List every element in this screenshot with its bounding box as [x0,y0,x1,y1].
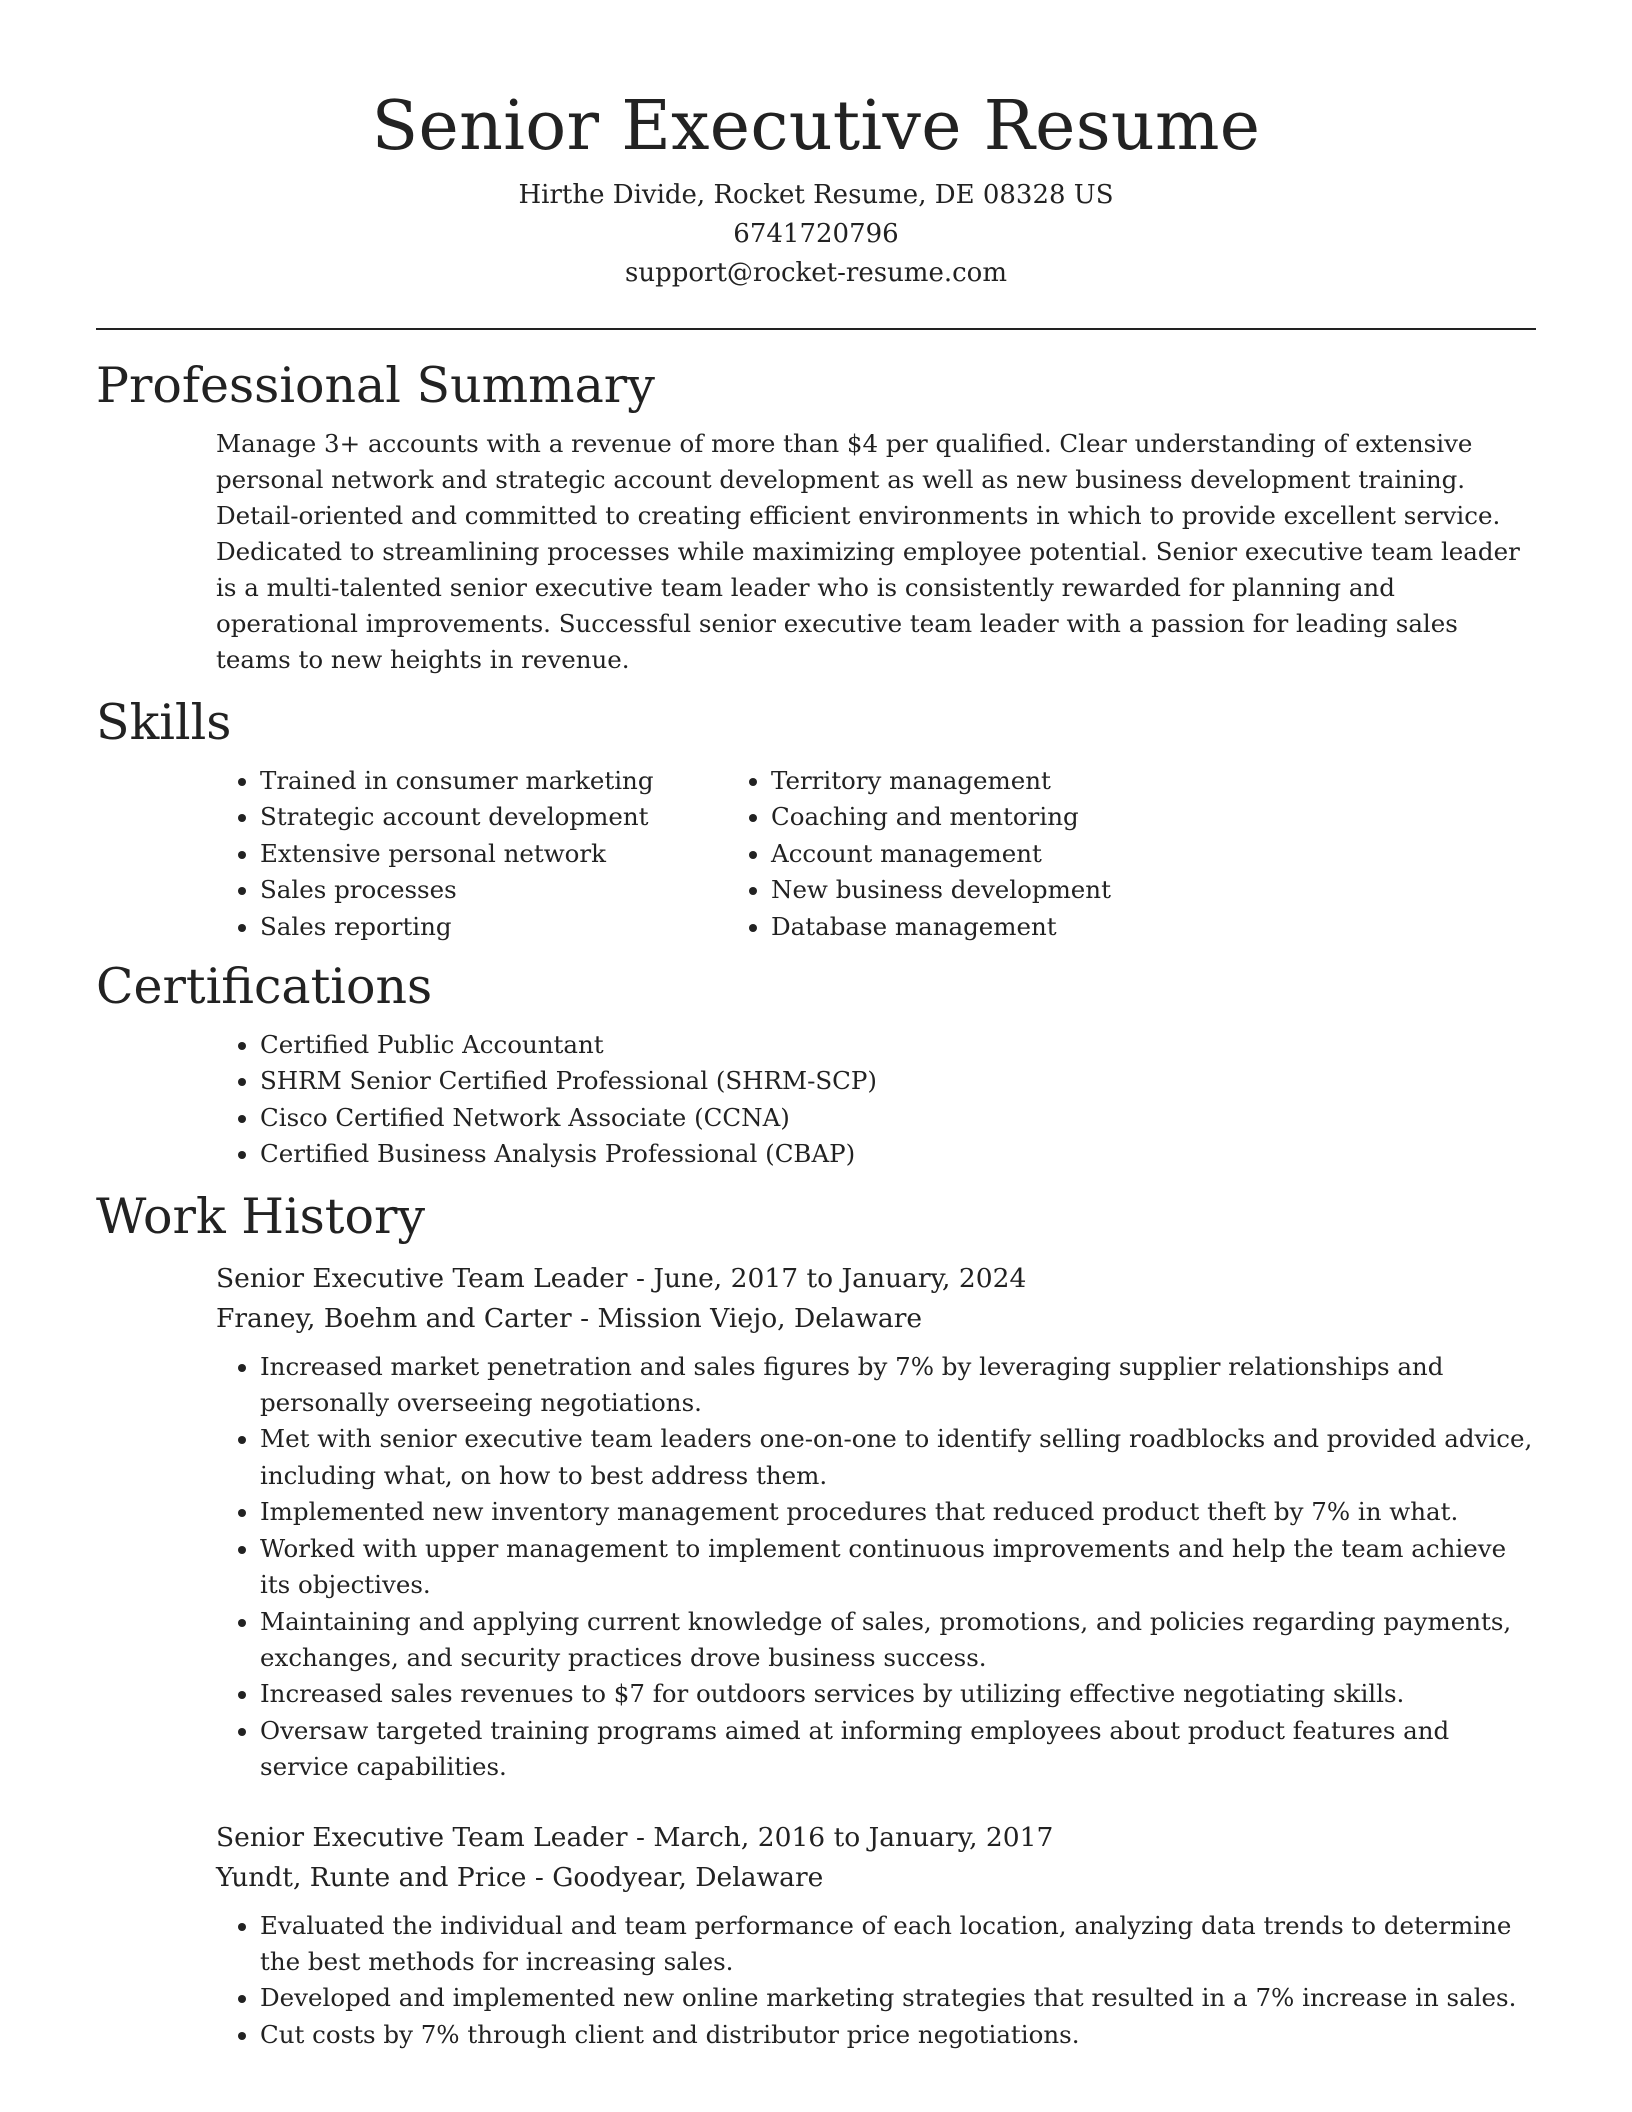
job-entry [216,1259,1536,1786]
summary-section [96,356,1536,678]
email-text: support@rocket-resume.com [624,258,1007,288]
job-bullet: • Cut costs by 7% through client and distributor price negotiations. [260,2017,1536,2053]
job-location: - Goodyear, Delaware [526,1861,824,1893]
job-bullets [216,1349,1536,1786]
job-company: Yundt, Runte and Price [216,1861,527,1893]
job-title: Senior Executive Team Leader [216,1821,628,1853]
resume-page [96,0,1536,2053]
skill-item: • Trained in consumer marketing [260,763,746,799]
job-title-line [216,1818,1536,1858]
job-dates: - March, 2016 to January, 2017 [627,1821,1054,1853]
job-bullet: • Increased sales revenues to $7 for outdoors services by utilizing effective negotiating skills. [260,1676,1536,1712]
job-bullet: • Implemented new inventory management procedures that reduced product theft by 7% in what. [260,1494,1536,1530]
job-bullet: • Met with senior executive team leaders one-on-one to identify selling roadblocks and provided advice, including what, on how to best address them. [260,1421,1536,1494]
skill-item: • Coaching and mentoring [771,799,1396,835]
job-company: Franey, Boehm and Carter [216,1302,572,1334]
certification-item: • Certified Public Accountant [260,1027,1536,1063]
skills-column-right [746,763,1396,945]
phone-text: 6741720796 [733,219,899,249]
job-company-line [216,1858,1536,1898]
certification-item: • SHRM Senior Certified Professional (SHRM-SCP) [260,1063,1536,1099]
certification-item: • Certified Business Analysis Professional (CBAP) [260,1136,1536,1172]
job-bullet: • Developed and implemented new online marketing strategies that resulted in a 7% increase in sales. [260,1980,1536,2016]
certifications-section [96,957,1536,1173]
skills-list-left [96,763,746,945]
job-bullet: • Evaluated the individual and team performance of each location, analyzing data trends to determine the best methods for increasing sales. [260,1908,1536,1981]
resume-title: Senior Executive Resume [371,87,1261,166]
skills-column-left [96,763,746,945]
job-company-line [216,1299,1536,1339]
job-title: Senior Executive Team Leader [216,1262,628,1294]
skills-list-right [746,763,1396,945]
skill-item: • Extensive personal network [260,836,746,872]
resume-header [96,0,1536,293]
job-bullet: • Worked with upper management to implement continuous improvements and help the team achieve its objectives. [260,1531,1536,1604]
address-text: Hirthe Divide, Rocket Resume, DE 08328 US [518,180,1114,210]
job-entry [216,1818,1536,2054]
skill-item: • Database management [771,909,1396,945]
skills-columns [96,763,1536,945]
skill-item: • Account management [771,836,1396,872]
job-bullets [216,1908,1536,2054]
skill-item: • Sales reporting [260,909,746,945]
skill-item: • Territory management [771,763,1396,799]
job-dates: - June, 2017 to January, 2024 [627,1262,1027,1294]
job-title-line [216,1259,1536,1299]
header-divider [96,328,1536,330]
job-location: - Mission Viejo, Delaware [571,1302,923,1334]
job-bullet: • Increased market penetration and sales figures by 7% by leveraging supplier relationships and personally overseeing negotiations. [260,1349,1536,1422]
summary-text: Manage 3+ accounts with a revenue of more than $4 per qualified. Clear understanding of extensive personal network and strategic account development as well as new business development training. Detail-oriented and committed to creating efficient environments in which to provide excellent service. Dedicated to streamlining processes while maximizing employee potential. Senior executive team leader is a multi-talented senior executive team leader who is consistently rewarded for planning and operational improvements. Successful senior executive team leader with a passion for leading sales teams to new heights in revenue. [216,429,1520,674]
work-history-section [96,1187,1536,2054]
skills-heading: Skills [96,694,232,751]
skills-section [96,693,1536,945]
job-bullet: • Maintaining and applying current knowledge of sales, promotions, and policies regarding payments, exchanges, and security practices drove business success. [260,1604,1536,1677]
job-bullet: • Oversaw targeted training programs aimed at informing employees about product features and service capabilities. [260,1713,1536,1786]
certifications-heading: Certifications [96,958,433,1016]
skill-item: • New business development [771,872,1396,908]
summary-heading: Professional Summary [96,357,655,414]
certification-item: • Cisco Certified Network Associate (CCNA) [260,1100,1536,1136]
certifications-list [96,1027,1536,1173]
skill-item: • Strategic account development [260,799,746,835]
contact-info [96,176,1536,293]
work-history-heading: Work History [96,1187,426,1245]
skill-item: • Sales processes [260,872,746,908]
